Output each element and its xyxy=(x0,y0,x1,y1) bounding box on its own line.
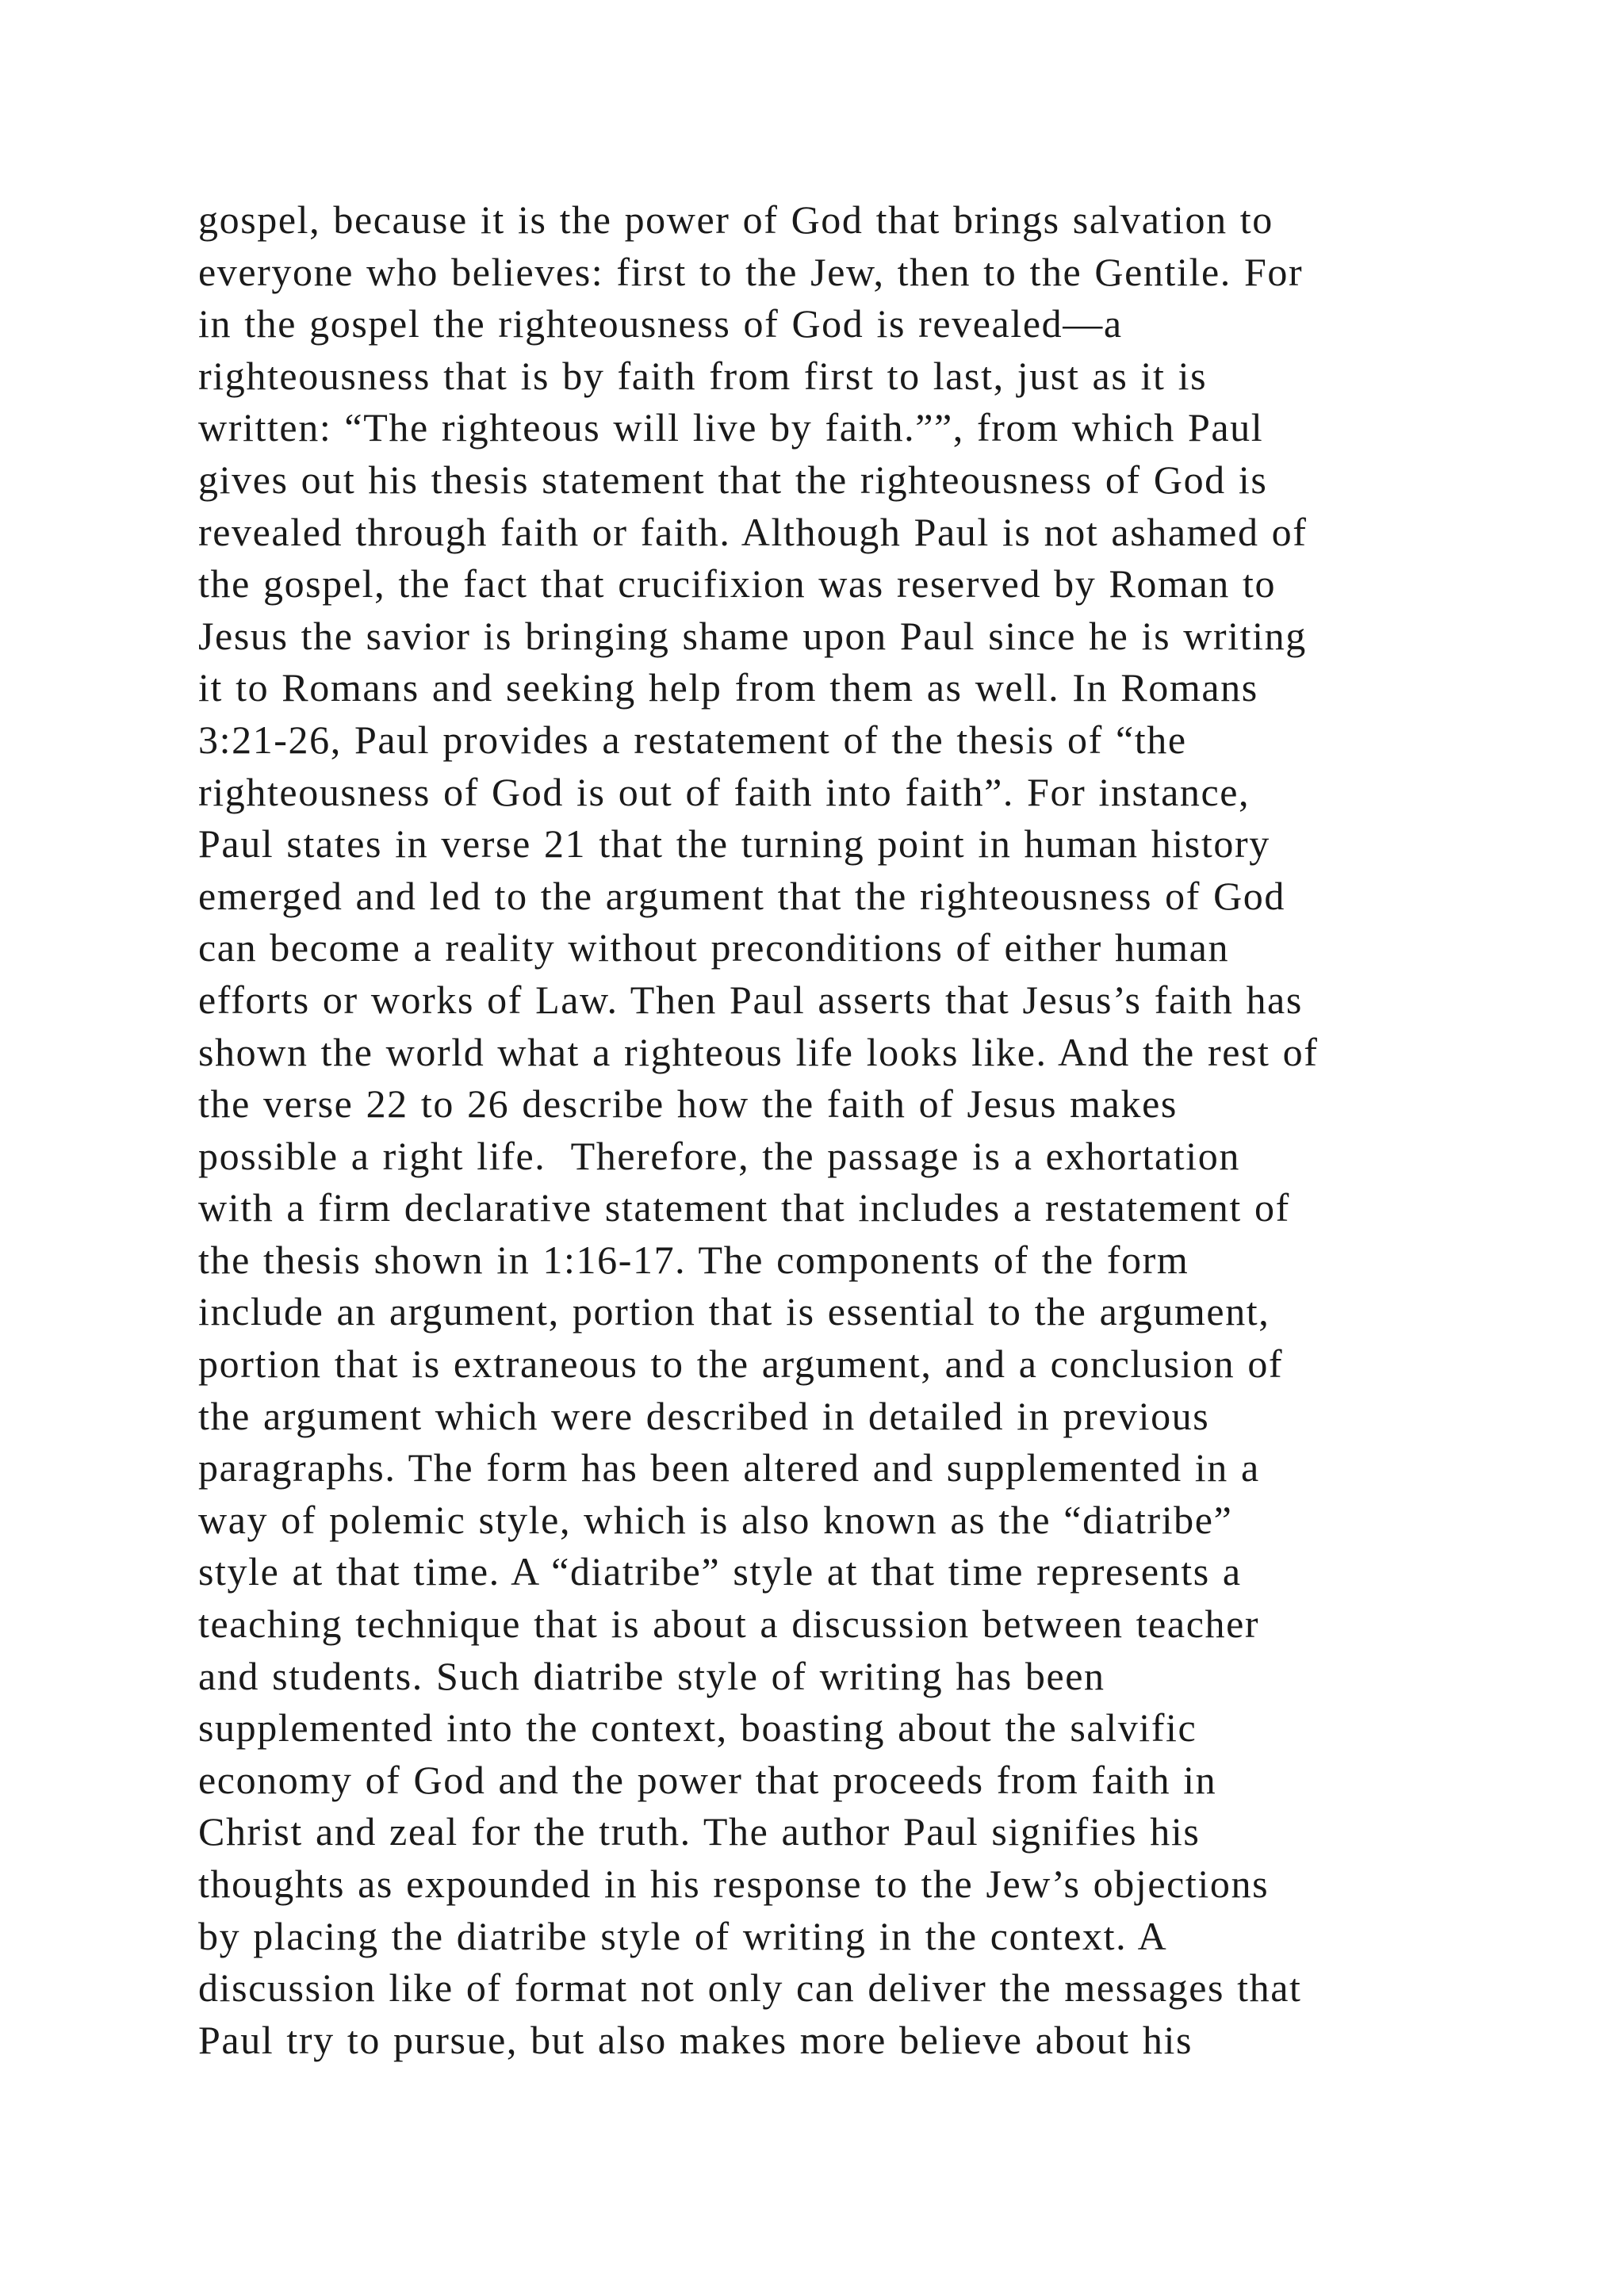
text-line: way of polemic style, which is also known as the “diatribe” xyxy=(198,1497,1233,1542)
text-line: the thesis shown in 1:16-17. The components of the form xyxy=(198,1237,1189,1282)
text-line: efforts or works of Law. Then Paul asserts that Jesus’s faith has xyxy=(198,977,1303,1022)
body-text xyxy=(198,194,1546,2066)
text-line: paragraphs. The form has been altered and supplemented in a xyxy=(198,1445,1260,1490)
text-line: Jesus the savior is bringing shame upon Paul since he is writing xyxy=(198,613,1307,658)
text-line: teaching technique that is about a discussion between teacher xyxy=(198,1601,1260,1647)
text-line: in the gospel the righteousness of God is revealed—a xyxy=(198,301,1123,346)
text-line: the gospel, the fact that crucifixion was reserved by Roman to xyxy=(198,561,1277,607)
text-line: possible a right life. Therefore, the passage is a exhortation xyxy=(198,1133,1240,1178)
text-line: portion that is extraneous to the argument, and a conclusion of xyxy=(198,1341,1284,1387)
text-line: gospel, because it is the power of God that brings salvation to xyxy=(198,197,1274,242)
text-line: revealed through faith or faith. Although Paul is not ashamed of xyxy=(198,509,1308,554)
text-line: the verse 22 to 26 describe how the faith of Jesus makes xyxy=(198,1081,1178,1127)
text-line: 3:21-26, Paul provides a restatement of the thesis of “the xyxy=(198,717,1187,762)
text-line: Paul try to pursue, but also makes more believe about his xyxy=(198,2017,1193,2062)
text-line: include an argument, portion that is essential to the argument, xyxy=(198,1289,1270,1334)
text-line: with a firm declarative statement that includes a restatement of xyxy=(198,1185,1290,1230)
text-line: the argument which were described in detailed in previous xyxy=(198,1393,1210,1438)
text-line: and students. Such diatribe style of writing has been xyxy=(198,1653,1105,1698)
text-line: economy of God and the power that proceeds from faith in xyxy=(198,1757,1217,1802)
text-line: gives out his thesis statement that the righteousness of God is xyxy=(198,457,1268,502)
text-line: righteousness that is by faith from first to last, just as it is xyxy=(198,353,1208,398)
text-line: discussion like of format not only can deliver the messages that xyxy=(198,1965,1302,2011)
text-line: thoughts as expounded in his response to the Jew’s objections xyxy=(198,1862,1270,1906)
text-line: by placing the diatribe style of writing in the context. A xyxy=(198,1913,1168,1958)
text-line: it to Romans and seeking help from them as well. In Romans xyxy=(198,665,1258,710)
text-line: Paul states in verse 21 that the turning point in human history xyxy=(198,821,1270,867)
text-line: style at that time. A “diatribe” style at that time represents a xyxy=(198,1549,1242,1594)
text-line: shown the world what a righteous life looks like. And the rest of xyxy=(198,1029,1319,1074)
text-line: everyone who believes: first to the Jew, then to the Gentile. For xyxy=(198,249,1304,294)
text-line: can become a reality without preconditions of either human xyxy=(198,925,1230,970)
text-line: righteousness of God is out of faith into faith”. For instance, xyxy=(198,769,1251,814)
text-line: emerged and led to the argument that the righteousness of God xyxy=(198,873,1285,918)
text-line: written: “The righteous will live by faith.””, from which Paul xyxy=(198,405,1264,450)
text-line: supplemented into the context, boasting about the salvific xyxy=(198,1705,1197,1751)
text-line: Christ and zeal for the truth. The author Paul signifies his xyxy=(198,1809,1201,1854)
